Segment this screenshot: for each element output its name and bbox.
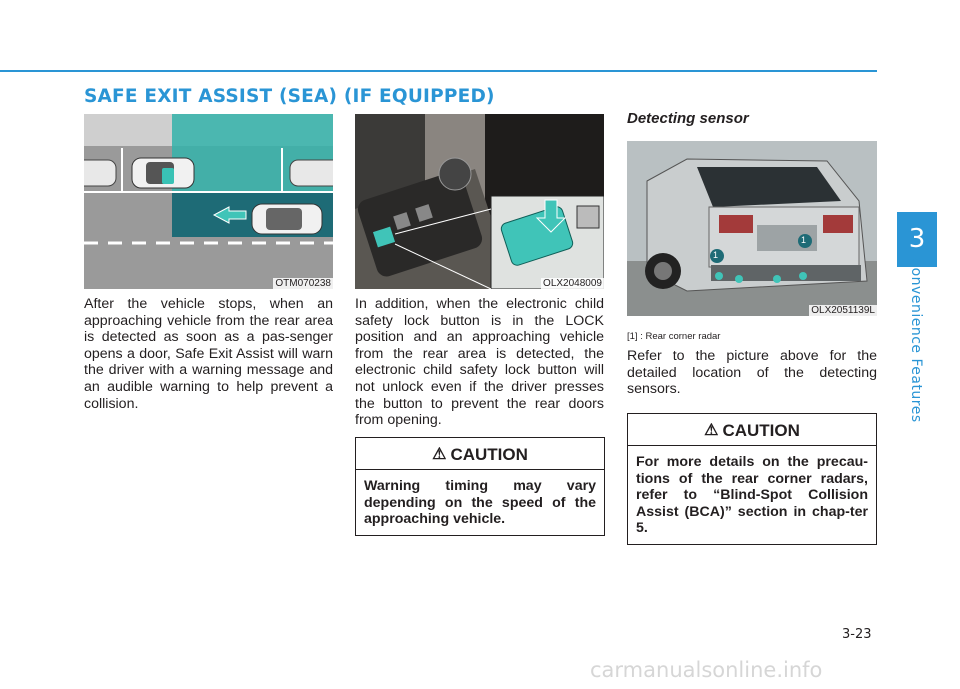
watermark: carmanualsonline.info [590,658,823,682]
warning-triangle-icon: ⚠ [704,422,719,439]
col2-paragraph: In addition, when the electronic child safety lock button is in the LOCK position and an approaching vehicle from the rear area is detected, the electronic child safety lock button will not unlock even if the driver presses the button to prevent the rear doors from opening. [355,296,604,429]
figure-code: OTM070238 [275,278,331,289]
figure-code: OLX2051139L [811,305,875,316]
caution-box [355,437,605,536]
chapter-title: Convenience Features [908,257,924,423]
sea-parking-figure [84,114,333,289]
chapter-tab: 3 [897,212,937,267]
header-rule [0,70,877,72]
rear-radar-figure [627,141,877,316]
caution-box [627,413,877,545]
caution-title: CAUTION [722,421,800,440]
figure-code: OLX2048009 [543,278,602,289]
section-title: SAFE EXIT ASSIST (SEA) (IF EQUIPPED) [84,86,495,107]
caution-title: CAUTION [450,445,528,464]
detecting-sensor-heading: Detecting sensor [627,110,749,127]
caution-header [628,414,876,446]
figure-caption: [1] : Rear corner radar [627,331,721,342]
caution-header [356,438,604,470]
callout-1: 1 [713,250,719,260]
col3-paragraph: Refer to the picture above for the detailed location of the detecting sensors. [627,348,877,398]
page-number: 3-23 [842,627,872,642]
child-lock-figure [355,114,604,289]
warning-triangle-icon: ⚠ [432,446,447,463]
caution-text: Warning timing may vary depending on the speed of the approaching vehicle. [364,478,596,528]
col1-paragraph: After the vehicle stops, when an approaching vehicle from the rear area is detected as soon as a pas-senger opens a door, Safe Exit Assist will warn the driver with a warning message and an audible warning to help prevent a collision. [84,296,333,412]
caution-text: For more details on the precau-tions of the rear corner radars, refer to “Blind-Spot Collision Assist (BCA)” section in chap-ter 5. [636,454,868,537]
callout-1: 1 [801,235,807,245]
